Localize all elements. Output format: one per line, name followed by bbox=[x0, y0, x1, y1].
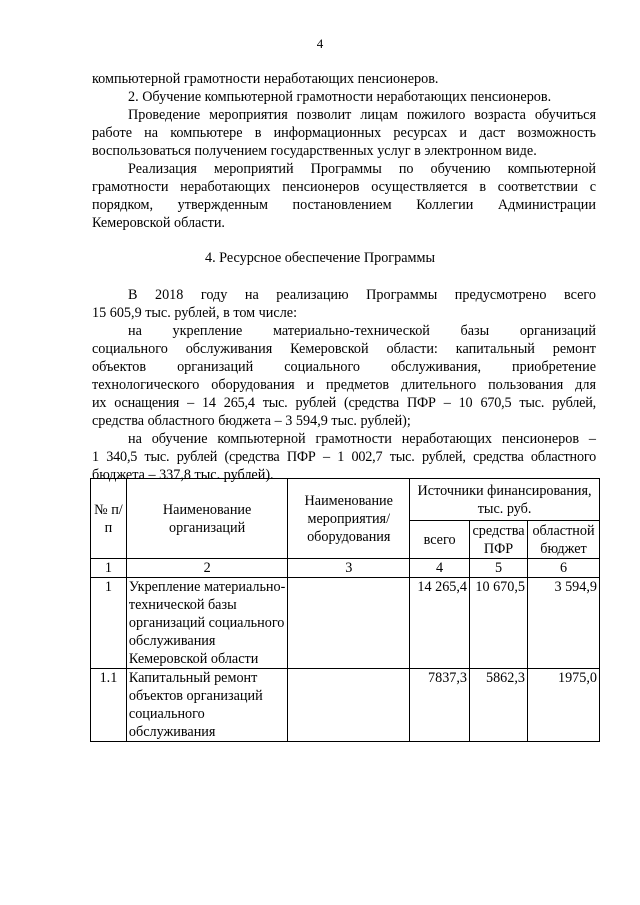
row-org: Укрепление материально-технической базы организаций социального обслуживания Кемеровской области bbox=[126, 578, 287, 669]
col-number: 6 bbox=[528, 559, 600, 578]
paragraph-line: Реализация мероприятий Программы по обучению компьютерной bbox=[128, 161, 596, 177]
header-total: всего bbox=[410, 521, 470, 559]
paragraph-line: бюджета – 337,8 тыс. рублей). bbox=[92, 467, 274, 483]
paragraph-line: средства областного бюджета – 3 594,9 тыс. рублей); bbox=[92, 413, 411, 429]
col-number: 5 bbox=[470, 559, 528, 578]
paragraph-line: технологического оборудования и предметов длительного пользования для bbox=[92, 377, 596, 393]
row-regional: 1975,0 bbox=[528, 669, 600, 742]
paragraph-line: 1 340,5 тыс. рублей (средства ПФР – 1 002,7 тыс. рублей, средства областного bbox=[92, 449, 596, 465]
paragraph-line: грамотности неработающих пенсионеров осуществляется в соответствии с bbox=[92, 179, 596, 195]
header-sources: Источники финансирования, тыс. руб. bbox=[410, 479, 600, 521]
row-regional: 3 594,9 bbox=[528, 578, 600, 669]
row-total: 14 265,4 bbox=[410, 578, 470, 669]
paragraph-line: воспользоваться получением государственных услуг в электронном виде. bbox=[92, 143, 537, 159]
section-title: 4. Ресурсное обеспечение Программы bbox=[204, 250, 436, 266]
col-number: 1 bbox=[91, 559, 127, 578]
header-event: Наименование мероприятия/ оборудования bbox=[288, 479, 410, 559]
row-org: Капитальный ремонт объектов организаций социального обслуживания bbox=[126, 669, 287, 742]
paragraph-line: работе на компьютере в информационных ресурсах и даст возможность bbox=[92, 125, 596, 141]
header-num: № п/п bbox=[91, 479, 127, 559]
paragraph-line: 2. Обучение компьютерной грамотности неработающих пенсионеров. bbox=[128, 89, 552, 105]
paragraph-line: В 2018 году на реализацию Программы предусмотрено всего bbox=[128, 287, 596, 303]
paragraph-line: на укрепление материально-технической базы организаций bbox=[128, 323, 596, 339]
row-event bbox=[288, 578, 410, 669]
paragraph-line: порядком, утвержденным постановлением Коллегии Администрации bbox=[92, 197, 596, 213]
funding-table bbox=[90, 478, 600, 742]
row-pfr: 10 670,5 bbox=[470, 578, 528, 669]
row-total: 7837,3 bbox=[410, 669, 470, 742]
page-number: 4 bbox=[316, 36, 324, 51]
header-pfr: средства ПФР bbox=[470, 521, 528, 559]
col-number: 4 bbox=[410, 559, 470, 578]
paragraph-line: на обучение компьютерной грамотности неработающих пенсионеров – bbox=[128, 431, 596, 447]
paragraph-line: Кемеровской области. bbox=[92, 215, 225, 231]
row-pfr: 5862,3 bbox=[470, 669, 528, 742]
table-row bbox=[91, 578, 600, 669]
paragraph-line: компьютерной грамотности неработающих пенсионеров. bbox=[92, 71, 439, 87]
row-num: 1.1 bbox=[91, 669, 127, 742]
header-org: Наименование организаций bbox=[126, 479, 287, 559]
row-num: 1 bbox=[91, 578, 127, 669]
header-regional: областной бюджет bbox=[528, 521, 600, 559]
col-number: 2 bbox=[126, 559, 287, 578]
paragraph-line: 15 605,9 тыс. рублей, в том числе: bbox=[92, 305, 298, 321]
paragraph-line: Проведение мероприятия позволит лицам пожилого возраста обучиться bbox=[128, 107, 596, 123]
row-event bbox=[288, 669, 410, 742]
paragraph-line: социального обслуживания Кемеровской области: капитальный ремонт bbox=[92, 341, 596, 357]
col-number: 3 bbox=[288, 559, 410, 578]
table-row bbox=[91, 669, 600, 742]
paragraph-line: объектов организаций социального обслуживания, приобретение bbox=[92, 359, 596, 375]
paragraph-line: их оснащения – 14 265,4 тыс. рублей (средства ПФР – 10 670,5 тыс. рублей, bbox=[92, 395, 596, 411]
